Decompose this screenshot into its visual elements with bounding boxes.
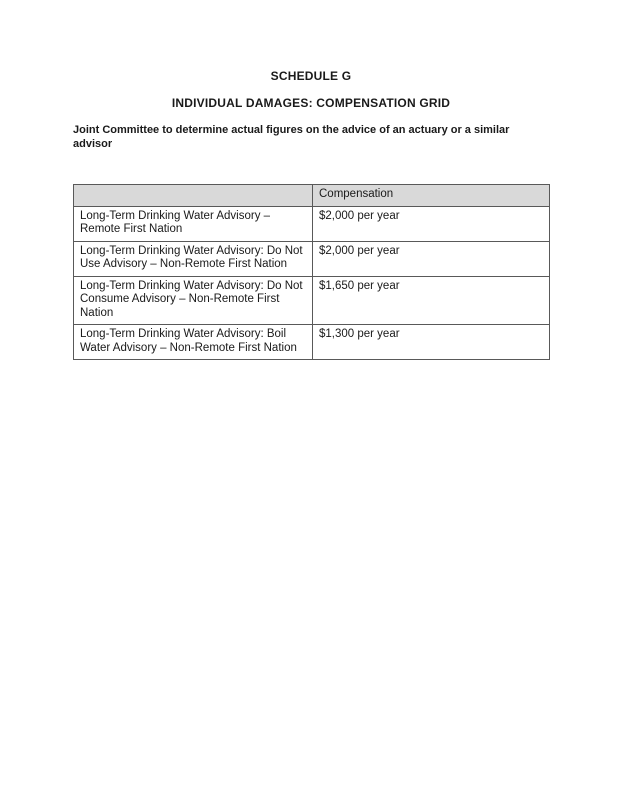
compensation-value-cell: $2,000 per year <box>313 241 550 276</box>
compensation-table <box>73 184 550 360</box>
table-row <box>74 325 550 360</box>
table-row <box>74 276 550 325</box>
advisory-category-cell: Long-Term Drinking Water Advisory – Remote First Nation <box>74 206 313 241</box>
advisory-category-cell: Long-Term Drinking Water Advisory: Do Not Consume Advisory – Non-Remote First Nation <box>74 276 313 325</box>
table-header-row <box>74 185 550 207</box>
schedule-title: SCHEDULE G <box>270 69 352 83</box>
table-row <box>74 206 550 241</box>
table-row <box>74 241 550 276</box>
advisory-category-cell: Long-Term Drinking Water Advisory: Do Not Use Advisory – Non-Remote First Nation <box>74 241 313 276</box>
compensation-header-cell: Compensation <box>313 185 550 207</box>
category-header-cell <box>74 185 313 207</box>
committee-note: Joint Committee to determine actual figures on the advice of an actuary or a similar advisor <box>73 124 510 150</box>
compensation-value-cell: $1,300 per year <box>313 325 550 360</box>
advisory-category-cell: Long-Term Drinking Water Advisory: Boil Water Advisory – Non-Remote First Nation <box>74 325 313 360</box>
compensation-value-cell: $1,650 per year <box>313 276 550 325</box>
page-subtitle: INDIVIDUAL DAMAGES: COMPENSATION GRID <box>171 96 451 110</box>
compensation-value-cell: $2,000 per year <box>313 206 550 241</box>
